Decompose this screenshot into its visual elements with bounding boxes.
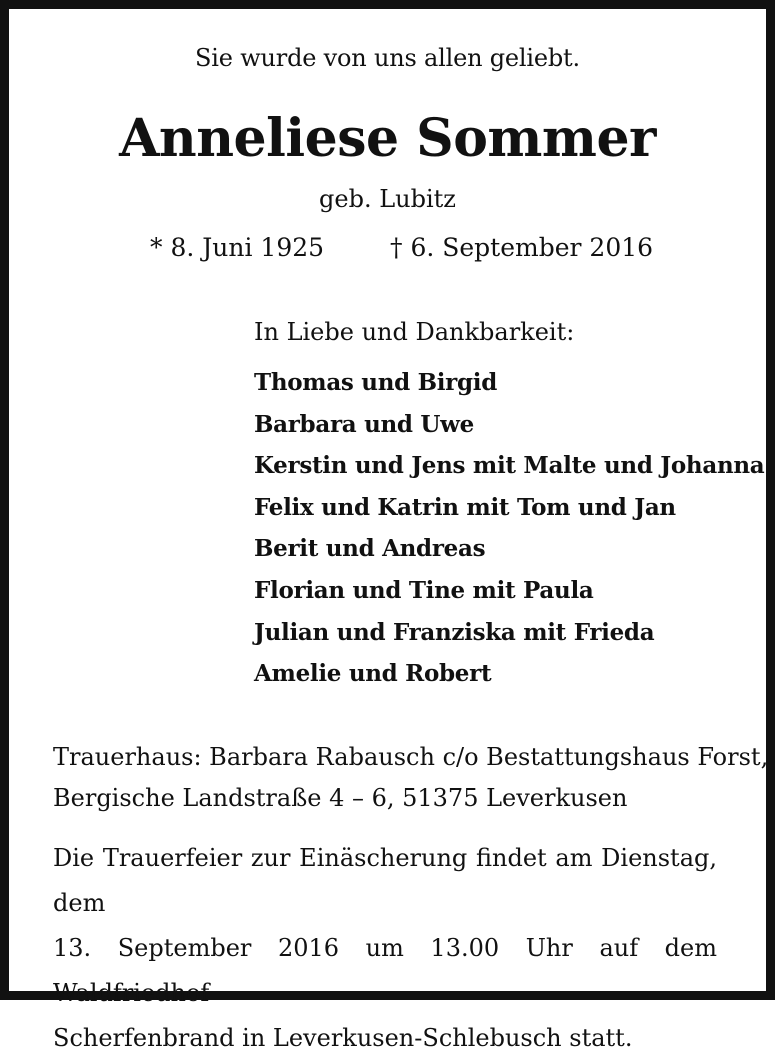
mourning-house-address — [53, 737, 769, 819]
birth-date: * 8. Juni 1925 — [150, 233, 325, 262]
mourner-item: Berit und Andreas — [254, 535, 486, 563]
death-date: † 6. September 2016 — [390, 233, 654, 262]
mourners-list — [254, 364, 764, 697]
mourner-item: Felix und Katrin mit Tom und Jan — [254, 493, 676, 521]
mourner-item: Florian und Tine mit Paula — [254, 576, 594, 604]
ceremony-line-3: Scherfenbrand in Leverkusen-Schlebusch statt. — [53, 1024, 633, 1052]
thanks-heading: In Liebe und Dankbarkeit: — [254, 318, 575, 346]
address-line-1: Trauerhaus: Barbara Rabausch c/o Bestattungshaus Forst, — [53, 743, 769, 771]
mourner-item: Thomas und Birgid — [254, 369, 498, 396]
mourner-item: Kerstin und Jens mit Malte und Johanna — [254, 452, 765, 480]
maiden-name: geb. Lubitz — [319, 185, 456, 213]
intro-line: Sie wurde von uns allen geliebt. — [195, 44, 580, 72]
mourner-item: Julian und Franziska mit Frieda — [254, 618, 655, 646]
funeral-service-info — [53, 836, 717, 1061]
mourner-item: Amelie und Robert — [254, 660, 492, 688]
deceased-name: Anneliese Sommer — [119, 108, 656, 169]
address-line-2: Bergische Landstraße 4 – 6, 51375 Leverkusen — [53, 784, 628, 812]
ceremony-line-2: 13. September 2016 um 13.00 Uhr auf dem Waldfriedhof — [53, 934, 717, 1007]
mourner-item: Barbara und Uwe — [254, 410, 474, 438]
ceremony-line-1: Die Trauerfeier zur Einäscherung findet am Dienstag, dem — [53, 844, 717, 917]
